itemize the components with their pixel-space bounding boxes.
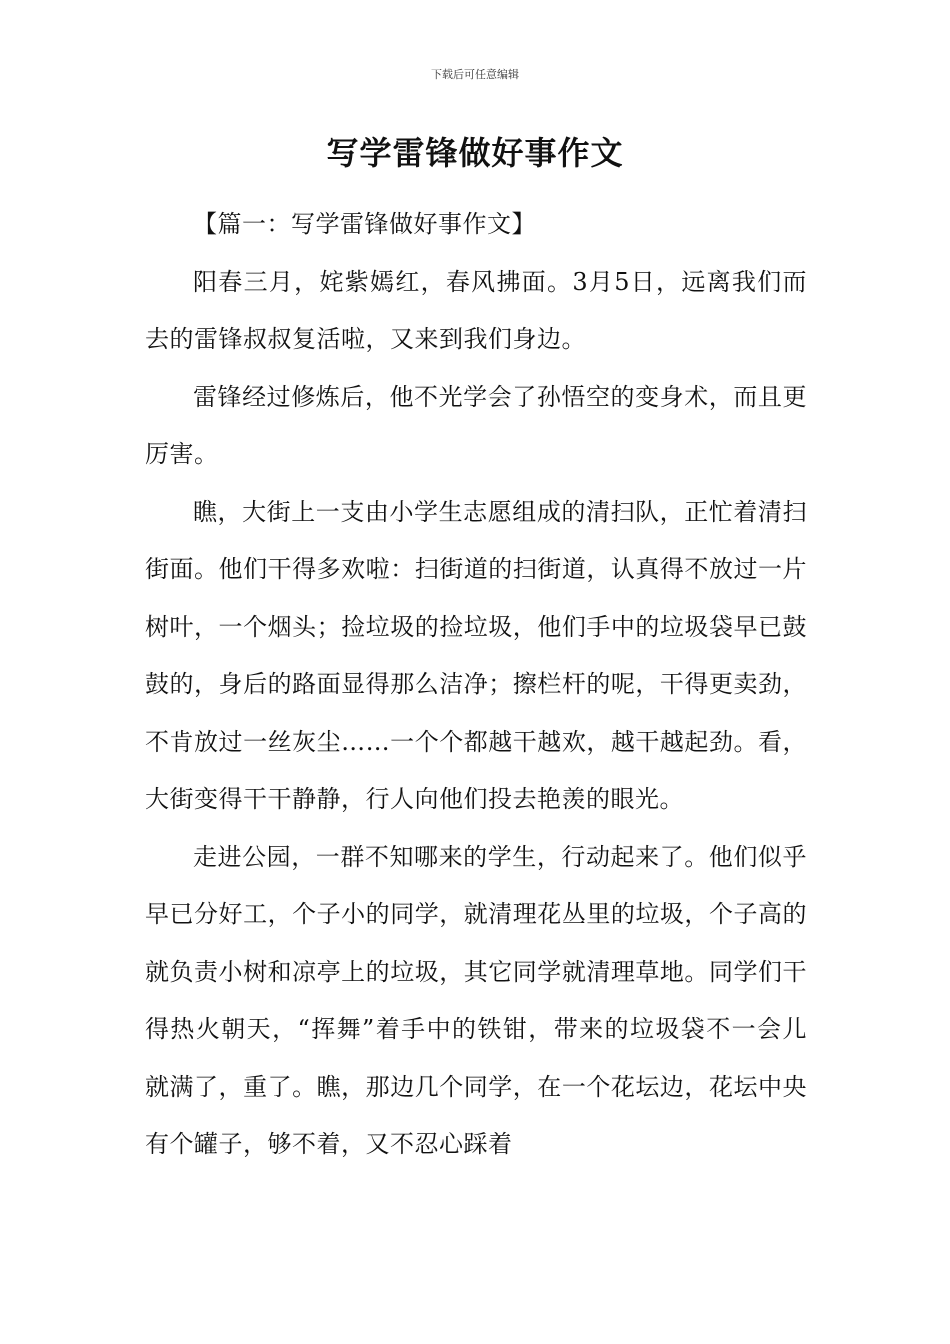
paragraph-3: 瞧，大街上一支由小学生志愿组成的清扫队，正忙着清扫街面。他们干得多欢啦：扫街道的扫街道，认真得不放过一片树叶，一个烟头；捡垃圾的捡垃圾，他们手中的垃圾袋早已鼓鼓的，身后的路面显得那么洁净；擦栏杆的呢，干得更卖劲，不肯放过一丝灰尘……一个个都越干越欢，越干越起劲。看，大街变得干干静静，行人向他们投去艳羡的眼光。	[145, 497, 807, 813]
paragraph-4: 走进公园，一群不知哪来的学生，行动起来了。他们似乎早已分好工，个子小的同学，就清理花丛里的垃圾，个子高的就负责小树和凉亭上的垃圾，其它同学就清理草地。同学们干得热火朝天，“挥舞”着手中的铁钳，带来的垃圾袋不一会儿就满了，重了。瞧，那边几个同学，在一个花坛边，花坛中央有个罐子，够不着，又不忍心踩着	[145, 842, 807, 1158]
section-heading: 【篇一：写学雷锋做好事作文】	[193, 210, 536, 238]
document-title: 写学雷锋做好事作文	[326, 134, 624, 172]
document-body	[145, 196, 807, 1174]
paragraph-2: 雷锋经过修炼后，他不光学会了孙悟空的变身术，而且更厉害。	[145, 382, 807, 468]
paragraph-1: 阳春三月，姹紫嫣红，春风拂面。3月5日，远离我们而去的雷锋叔叔复活啦，又来到我们身边。	[145, 267, 807, 353]
page-header-note: 下载后可任意编辑	[431, 68, 519, 81]
